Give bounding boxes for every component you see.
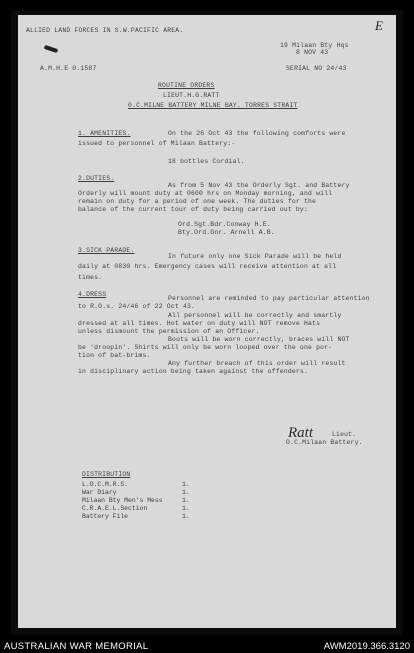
header-serial: SERIAL NO 24/43 (286, 65, 347, 72)
header-unit: 19 Milaan Bty Hqs (280, 42, 349, 49)
section-1-heading: 1. AMENITIES. (78, 130, 131, 137)
distribution-count: 1. (182, 505, 190, 512)
section-2-line: As from 5 Nov 43 the Orderly Sgt. and Battery (168, 182, 350, 189)
distribution-count: 1. (182, 481, 190, 488)
section-2-heading: 2.DUTIES. (78, 175, 115, 182)
section-2-line: balance of the current tour of duty being carried out by: (78, 206, 308, 213)
section-4-line: Personnel are reminded to pay particular attention (168, 295, 370, 302)
distribution-name: Milaan Bty Men's Mess (82, 497, 163, 504)
distribution-heading: DISTRIBUTION (82, 471, 131, 478)
section-2-line: Ord.Sgt.Bdr.Conway H.E. (178, 221, 271, 228)
document-subtitle-1: LIEUT.H.G.RATT (163, 92, 220, 99)
distribution-row (82, 481, 190, 488)
section-1-line: On the 26 Oct 43 the following comforts were (168, 130, 346, 137)
distribution-row (82, 489, 190, 496)
footer-accession-number: AWM2019.366.3120 (323, 641, 410, 652)
page-marker: E (375, 18, 383, 33)
section-3-heading: 3.SICK PARADE. (78, 247, 135, 254)
distribution-count: 1. (182, 497, 190, 504)
section-2-line: Orderly will mount duty at 0600 hrs on Monday morning, and will (78, 190, 333, 197)
header-org: ALLIED LAND FORCES IN S.W.PACIFIC AREA. (26, 27, 184, 34)
distribution-name: C.R.A.E.L.Section (82, 505, 148, 512)
section-2-line: Bty.Ord.Gnr. Arnell A.B. (178, 229, 275, 236)
distribution-count: 1. (182, 513, 190, 520)
signature-rank: Lieut. (332, 431, 357, 438)
handwritten-signature: Ratt (288, 425, 313, 441)
section-1-line: issued to personnel of Milaan Battery:- (78, 140, 236, 147)
document-page (18, 15, 396, 628)
section-4-line: dressed at all times. Hot water on duty will NOT remove Hats (78, 320, 321, 327)
distribution-count: 1. (182, 489, 190, 496)
section-4-line: be 'droopin'. Shirts will only be worn looped over the one por- (78, 344, 333, 351)
section-4-line: Boots will be worn correctly, braces will NOT (168, 336, 350, 343)
distribution-row (82, 497, 190, 504)
distribution-row (82, 513, 190, 520)
section-3-line: In future only one Sick Parade will be held (168, 253, 342, 260)
hole-punch-mark (44, 45, 59, 53)
distribution-name: Battery File (82, 513, 129, 520)
section-4-line: tion of bat-brims. (78, 352, 151, 359)
section-4-line: in disciplinary action being taken against the offenders. (78, 368, 308, 375)
header-ref-left: A.M.H.E 0.1587 (40, 65, 97, 72)
distribution-row (82, 505, 190, 512)
header-date: 8 NOV 43 (296, 49, 329, 56)
section-4-heading: 4.DRESS (78, 291, 107, 298)
section-3-line: times. (78, 274, 103, 281)
section-1-line: 18 bottles Cordial. (168, 158, 245, 165)
distribution-name: War Diary (82, 489, 117, 496)
section-4-line: unless dismount the permission of an Officer. (78, 328, 260, 335)
document-subtitle-2: 0.C.MILNE BATTERY MILNE BAY. TORRES STRAIT (128, 102, 298, 109)
section-4-line: All personnel will be correctly and smartly (168, 312, 342, 319)
distribution-name: L.O.C.M.R.S. (82, 481, 129, 488)
section-3-line: daily at 0830 hrs. Emergency cases will receive attention at all (78, 263, 337, 270)
section-4-line: Any further breach of this order will result (168, 360, 346, 367)
footer-institution: AUSTRALIAN WAR MEMORIAL (4, 641, 149, 652)
section-4-line: to R.O.s. 24/46 of 22 Oct 43. (78, 303, 196, 310)
section-2-line: remain on duty for a period of one week. The duties for the (78, 198, 317, 205)
document-title: ROUTINE ORDERS (158, 82, 215, 89)
signature-unit: O.C.Milaan Battery. (286, 439, 363, 446)
